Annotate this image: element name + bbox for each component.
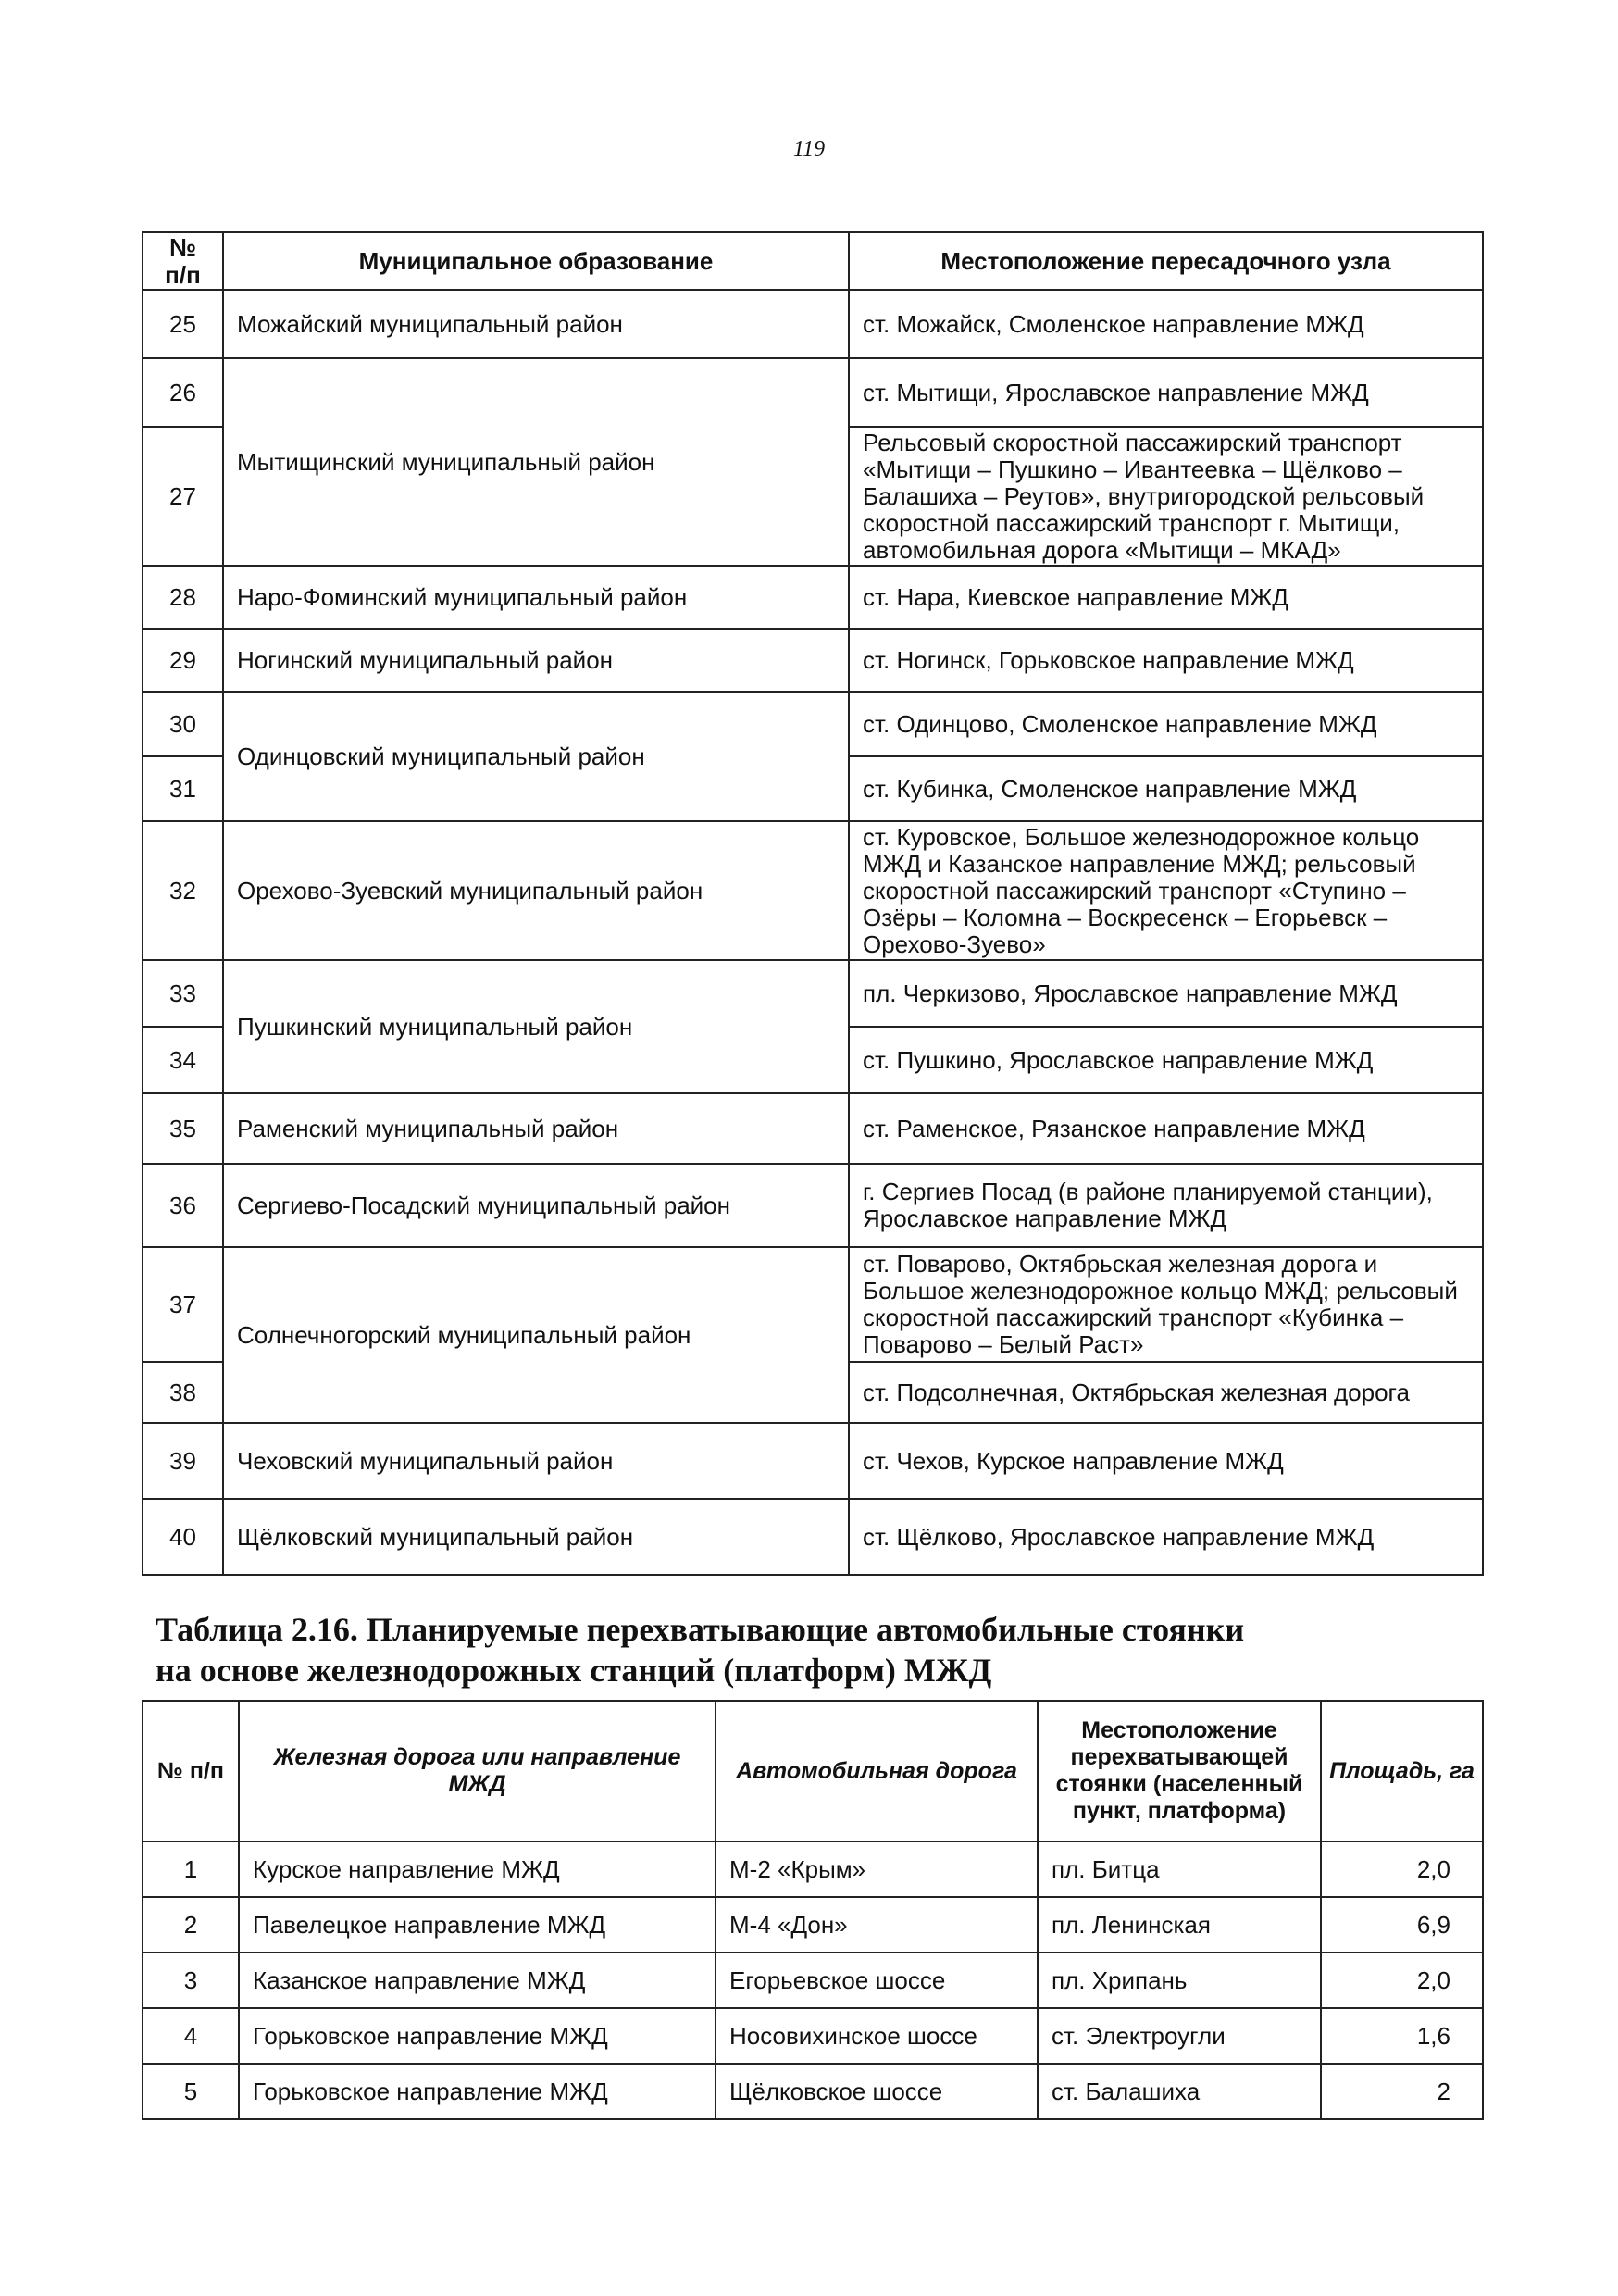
parking-location-cell: ст. Балашиха xyxy=(1038,2064,1321,2119)
table-caption xyxy=(156,1609,1470,1691)
railway-cell: Павелецкое направление МЖД xyxy=(239,1897,716,1953)
hub-location-cell: г. Сергиев Посад (в районе планируемой станции), Ярославское направление МЖД xyxy=(849,1164,1483,1247)
row-number: 30 xyxy=(143,692,223,756)
row-number: 32 xyxy=(143,821,223,960)
area-cell: 1,6 xyxy=(1321,2008,1483,2064)
table-header-row xyxy=(143,1701,1483,1841)
table-caption-line-2: на основе железнодорожных станций (платформ) МЖД xyxy=(156,1652,992,1689)
row-number: 25 xyxy=(143,290,223,358)
road-cell: Щёлковское шоссе xyxy=(716,2064,1038,2119)
hub-location-cell: ст. Кубинка, Смоленское направление МЖД xyxy=(849,756,1483,821)
table-row xyxy=(143,1499,1483,1575)
municipality-cell: Солнечногорский муниципальный район xyxy=(223,1247,849,1423)
road-cell: Егорьевское шоссе xyxy=(716,1953,1038,2008)
hub-location-cell: ст. Можайск, Смоленское направление МЖД xyxy=(849,290,1483,358)
area-cell: 2 xyxy=(1321,2064,1483,2119)
municipality-cell: Орехово-Зуевский муниципальный район xyxy=(223,821,849,960)
row-number: 35 xyxy=(143,1093,223,1164)
header-area: Площадь, га xyxy=(1321,1701,1483,1841)
table-row xyxy=(143,1897,1483,1953)
row-number: 34 xyxy=(143,1027,223,1093)
road-cell: Носовихинское шоссе xyxy=(716,2008,1038,2064)
row-number: 29 xyxy=(143,629,223,692)
row-number: 2 xyxy=(143,1897,239,1953)
row-number: 33 xyxy=(143,960,223,1027)
table-row xyxy=(143,1953,1483,2008)
hub-location-cell: ст. Ногинск, Горьковское направление МЖД xyxy=(849,629,1483,692)
railway-cell: Горьковское направление МЖД xyxy=(239,2008,716,2064)
table-row xyxy=(143,2008,1483,2064)
hub-location-cell: Рельсовый скоростной пассажирский транспорт «Мытищи – Пушкино – Ивантеевка – Щёлково – Балашиха – Реутов», внутригородской рельсовый скоростной пассажирский транспорт г. Мытищи, автомобильная дорога «Мытищи – МКАД» xyxy=(849,427,1483,566)
row-number: 38 xyxy=(143,1362,223,1423)
road-cell: М-4 «Дон» xyxy=(716,1897,1038,1953)
hub-location-cell: ст. Мытищи, Ярославское направление МЖД xyxy=(849,358,1483,427)
row-number: 40 xyxy=(143,1499,223,1575)
parking-location-cell: пл. Хрипань xyxy=(1038,1953,1321,2008)
municipality-cell: Наро-Фоминский муниципальный район xyxy=(223,566,849,629)
municipality-cell: Щёлковский муниципальный район xyxy=(223,1499,849,1575)
hub-location-cell: ст. Раменское, Рязанское направление МЖД xyxy=(849,1093,1483,1164)
hub-location-cell: ст. Нара, Киевское направление МЖД xyxy=(849,566,1483,629)
page-number: 119 xyxy=(792,137,826,161)
hub-location-cell: пл. Черкизово, Ярославское направление МЖД xyxy=(849,960,1483,1027)
row-number: 26 xyxy=(143,358,223,427)
parking-location-cell: пл. Битца xyxy=(1038,1841,1321,1897)
municipality-cell: Пушкинский муниципальный район xyxy=(223,960,849,1093)
table-row xyxy=(143,1841,1483,1897)
row-number: 5 xyxy=(143,2064,239,2119)
header-parking-location: Местоположение перехватывающей стоянки (населенный пункт, платформа) xyxy=(1038,1701,1321,1841)
municipality-cell: Ногинский муниципальный район xyxy=(223,629,849,692)
row-number: 3 xyxy=(143,1953,239,2008)
row-number: 1 xyxy=(143,1841,239,1897)
area-cell: 6,9 xyxy=(1321,1897,1483,1953)
road-cell: М-2 «Крым» xyxy=(716,1841,1038,1897)
area-cell: 2,0 xyxy=(1321,1953,1483,2008)
table-caption-line-1: Таблица 2.16. Планируемые перехватывающие автомобильные стоянки xyxy=(156,1611,1245,1648)
hub-location-cell: ст. Пушкино, Ярославское направление МЖД xyxy=(849,1027,1483,1093)
table-row xyxy=(143,1164,1483,1247)
row-number: 37 xyxy=(143,1247,223,1362)
hub-location-cell: ст. Подсолнечная, Октябрьская железная дорога xyxy=(849,1362,1483,1423)
table-row xyxy=(143,629,1483,692)
railway-cell: Горьковское направление МЖД xyxy=(239,2064,716,2119)
municipality-cell: Сергиево-Посадский муниципальный район xyxy=(223,1164,849,1247)
railway-cell: Казанское направление МЖД xyxy=(239,1953,716,2008)
municipality-cell: Раменский муниципальный район xyxy=(223,1093,849,1164)
area-cell: 2,0 xyxy=(1321,1841,1483,1897)
table-row xyxy=(143,1423,1483,1499)
hub-location-cell: ст. Поварово, Октябрьская железная дорога и Большое железнодорожное кольцо МЖД; рельсовый скоростной пассажирский транспорт «Кубинка – Поварово – Белый Раст» xyxy=(849,1247,1483,1362)
hub-location-cell: ст. Чехов, Курское направление МЖД xyxy=(849,1423,1483,1499)
row-number: 39 xyxy=(143,1423,223,1499)
row-number: 27 xyxy=(143,427,223,566)
municipality-cell: Мытищинский муниципальный район xyxy=(223,358,849,566)
table-row xyxy=(143,960,1483,1027)
table-header-row xyxy=(143,232,1483,290)
table-row xyxy=(143,1247,1483,1362)
header-number: № п/п xyxy=(143,1701,239,1841)
table-row xyxy=(143,566,1483,629)
parking-location-cell: пл. Ленинская xyxy=(1038,1897,1321,1953)
row-number: 31 xyxy=(143,756,223,821)
municipality-cell: Одинцовский муниципальный район xyxy=(223,692,849,821)
header-road: Автомобильная дорога xyxy=(716,1701,1038,1841)
row-number: 4 xyxy=(143,2008,239,2064)
parking-table xyxy=(142,1700,1484,2120)
hub-location-cell: ст. Щёлково, Ярославское направление МЖД xyxy=(849,1499,1483,1575)
table-row xyxy=(143,692,1483,756)
municipality-cell: Чеховский муниципальный район xyxy=(223,1423,849,1499)
header-municipality: Муниципальное образование xyxy=(223,232,849,290)
municipality-cell: Можайский муниципальный район xyxy=(223,290,849,358)
row-number: 36 xyxy=(143,1164,223,1247)
row-number: 28 xyxy=(143,566,223,629)
parking-location-cell: ст. Электроугли xyxy=(1038,2008,1321,2064)
railway-cell: Курское направление МЖД xyxy=(239,1841,716,1897)
hub-location-cell: ст. Одинцово, Смоленское направление МЖД xyxy=(849,692,1483,756)
interchange-hubs-table xyxy=(142,231,1484,1576)
header-number: № п/п xyxy=(143,232,223,290)
table-row xyxy=(143,358,1483,427)
table-row xyxy=(143,821,1483,960)
table-row xyxy=(143,290,1483,358)
table-row xyxy=(143,2064,1483,2119)
header-hub-location: Местоположение пересадочного узла xyxy=(849,232,1483,290)
header-railway: Железная дорога или направление МЖД xyxy=(239,1701,716,1841)
table-row xyxy=(143,1093,1483,1164)
hub-location-cell: ст. Куровское, Большое железнодорожное кольцо МЖД и Казанское направление МЖД; рельсовый скоростной пассажирский транспорт «Ступино – Озёры – Коломна – Воскресенск – Егорьевск – Орехово-Зуево» xyxy=(849,821,1483,960)
